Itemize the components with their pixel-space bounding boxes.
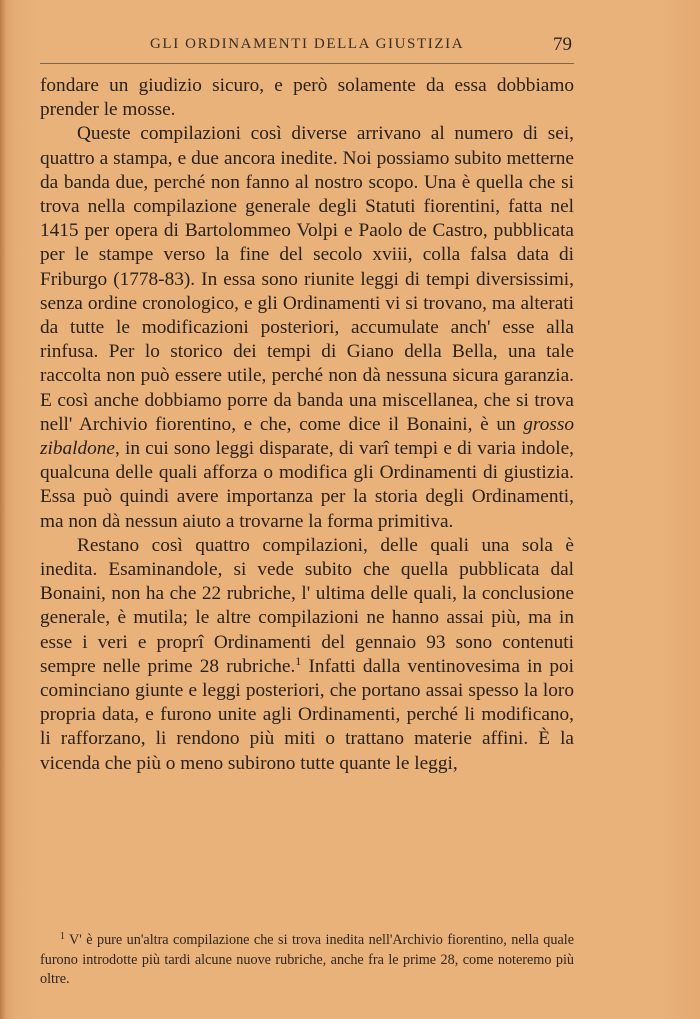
italic-phrase: grosso zibaldone xyxy=(40,413,574,460)
header-rule xyxy=(40,63,574,64)
page-header xyxy=(40,34,572,62)
footnote xyxy=(40,931,574,990)
running-title: GLI ORDINAMENTI DELLA GIUSTIZIA xyxy=(150,36,465,52)
paragraph-3-part-b: Infatti dalla ventinovesima in poi cominciano giunte e leggi posteriori, che portano assai spesso la loro propria data, e furono unite agli Ordinamenti, perché li modificano, li rafforzano, li rendono più miti o trattano materie affini. È la vicenda che più o meno subirono tutte quante le leggi, xyxy=(40,655,574,774)
paragraph-2-part-b: , in cui sono leggi disparate, di varî tempi e di varia indole, qualcuna delle quali afforza o modifica gli Ordinamenti di giustizia. Essa può quindi avere importanza per la storia degli Ordinamenti, ma non dà nessun aiuto a trovarne la forma primitiva. xyxy=(40,438,574,532)
paragraph-3 xyxy=(40,534,574,776)
page-edge-shadow xyxy=(0,0,6,1019)
paragraph-3-part-a: Restano così quattro compilazioni, delle quali una sola è inedita. Esaminandole, si vede subito che quella pubblicata dal Bonaini, non ha che 22 rubriche, l' ultima delle quali, la conclusione generale, è mutila; le altre compilazioni ne hanno assai più, ma in esse i veri e proprî Ordinamenti del gennaio 93 sono contenuti sempre nelle prime 28 rubriche. xyxy=(40,534,574,677)
paragraph-2 xyxy=(40,122,574,533)
footnote-text: V' è pure un'altra compilazione che si trova inedita nell'Archivio fiorentino, nella quale furono introdotte più tardi alcune nuove rubriche, anche fra le prime 28, come noteremo più oltre. xyxy=(40,932,574,988)
footnote-reference[interactable]: 1 xyxy=(295,653,302,668)
paragraph-2-part-a: Queste compilazioni così diverse arrivano al numero di sei, quattro a stampa, e due ancora inedite. Noi possiamo subito metterne da banda due, perché non fanno al nostro scopo. Una è quella che si trova nella compilazione generale degli Statuti fiorentini, fatta nel 1415 per opera di Bartolommeo Volpi e Paolo de Castro, pubblicata per le stampe verso la fine del secolo xviii, colla falsa data di Friburgo (1778-83). In essa sono riunite leggi di tempi diversissimi, senza ordine cronologico, e gli Ordinamenti vi si trovano, ma alterati da tutte le modificazioni posteriori, accumulate anch' esse alla rinfusa. Per lo storico dei tempi di Giano della Bella, una tale raccolta non può essere utile, perché non dà nessuna sicura garanzia. E così anche dobbiamo porre da banda una miscellanea, che si trova nell' Archivio fiorentino, e che, come dice il Bonaini, è un xyxy=(40,123,574,435)
footnote-mark: 1 xyxy=(60,931,65,942)
paragraph-1: fondare un giudizio sicuro, e però solamente da essa dobbiamo prender le mosse. xyxy=(40,75,574,121)
body-text xyxy=(40,74,574,776)
page-number: 79 xyxy=(553,34,572,55)
